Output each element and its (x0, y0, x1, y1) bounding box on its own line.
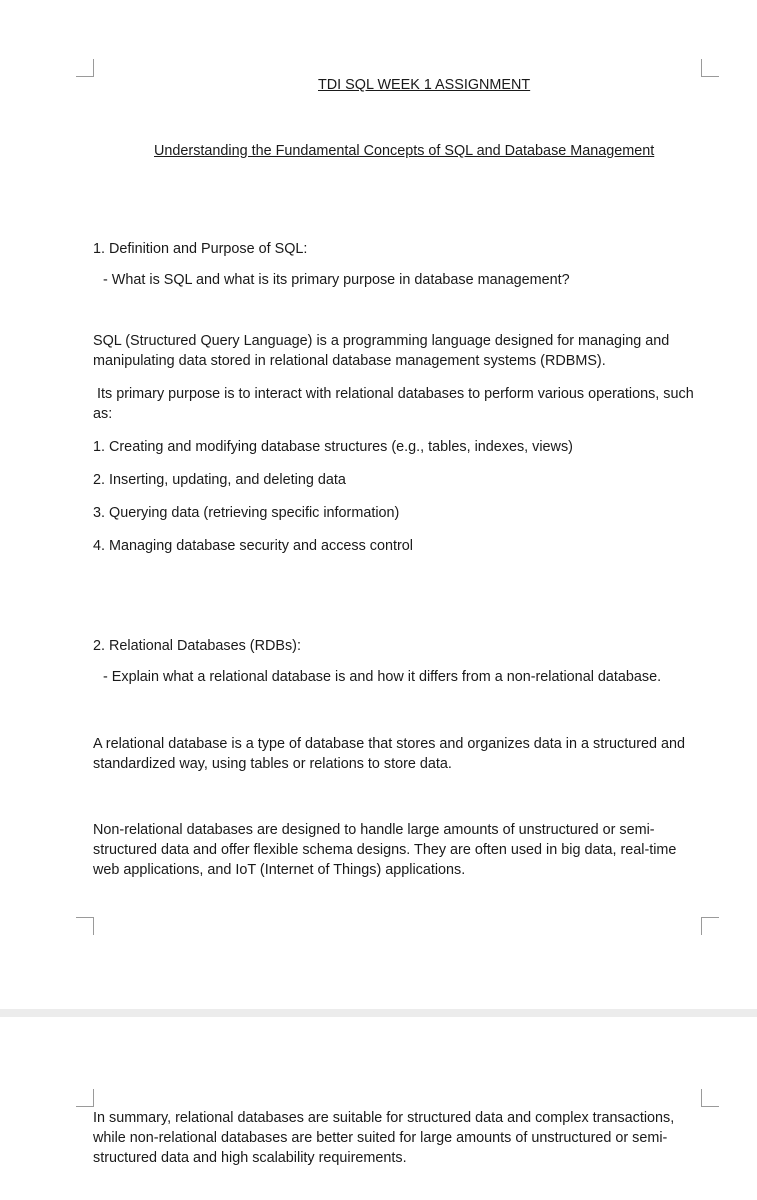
document-subtitle: Understanding the Fundamental Concepts of SQL and Database Management (154, 143, 655, 159)
section2-question: - Explain what a relational database is and how it differs from a non-relational database. (103, 669, 662, 685)
margin-corner-bottom-left (76, 917, 94, 935)
section1-list-item-3: 3. Querying data (retrieving specific information) (93, 505, 400, 521)
margin-corner-top-right (701, 59, 719, 77)
section2-paragraph1: A relational database is a type of database that stores and organizes data in a structured and standardized way, using tables or relations to store data. (93, 736, 686, 772)
section1-list-item-1: 1. Creating and modifying database structures (e.g., tables, indexes, views) (93, 439, 573, 455)
section1-list-item-2: 2. Inserting, updating, and deleting data (93, 472, 346, 488)
margin-corner-top-left (76, 59, 94, 77)
section1-paragraph1: SQL (Structured Query Language) is a programming language designed for managing and manipulating data stored in relational database management systems (RDBMS). (93, 333, 670, 369)
document-page-2 (0, 1017, 757, 1200)
section1-list-item-4: 4. Managing database security and access control (93, 538, 413, 554)
document-title: TDI SQL WEEK 1 ASSIGNMENT (318, 77, 531, 93)
margin-corner-top-right (701, 1089, 719, 1107)
section1-heading: 1. Definition and Purpose of SQL: (93, 241, 308, 257)
section2-paragraph2: Non-relational databases are designed to handle large amounts of unstructured or semi-structured data and offer flexible schema designs. They are often used in big data, real-time web applications, and IoT (Internet of Things) applications. (93, 822, 677, 878)
section2-heading: 2. Relational Databases (RDBs): (93, 638, 301, 654)
section2-summary: In summary, relational databases are suitable for structured data and complex transactions, while non-relational databases are better suited for large amounts of unstructured or semi-structured data and high scalability requirements. (93, 1110, 675, 1166)
margin-corner-top-left (76, 1089, 94, 1107)
page-separator (0, 1009, 757, 1017)
section1-paragraph2: Its primary purpose is to interact with relational databases to perform various operations, such as: (93, 386, 698, 422)
section1-question: - What is SQL and what is its primary purpose in database management? (103, 272, 570, 288)
margin-corner-bottom-right (701, 917, 719, 935)
